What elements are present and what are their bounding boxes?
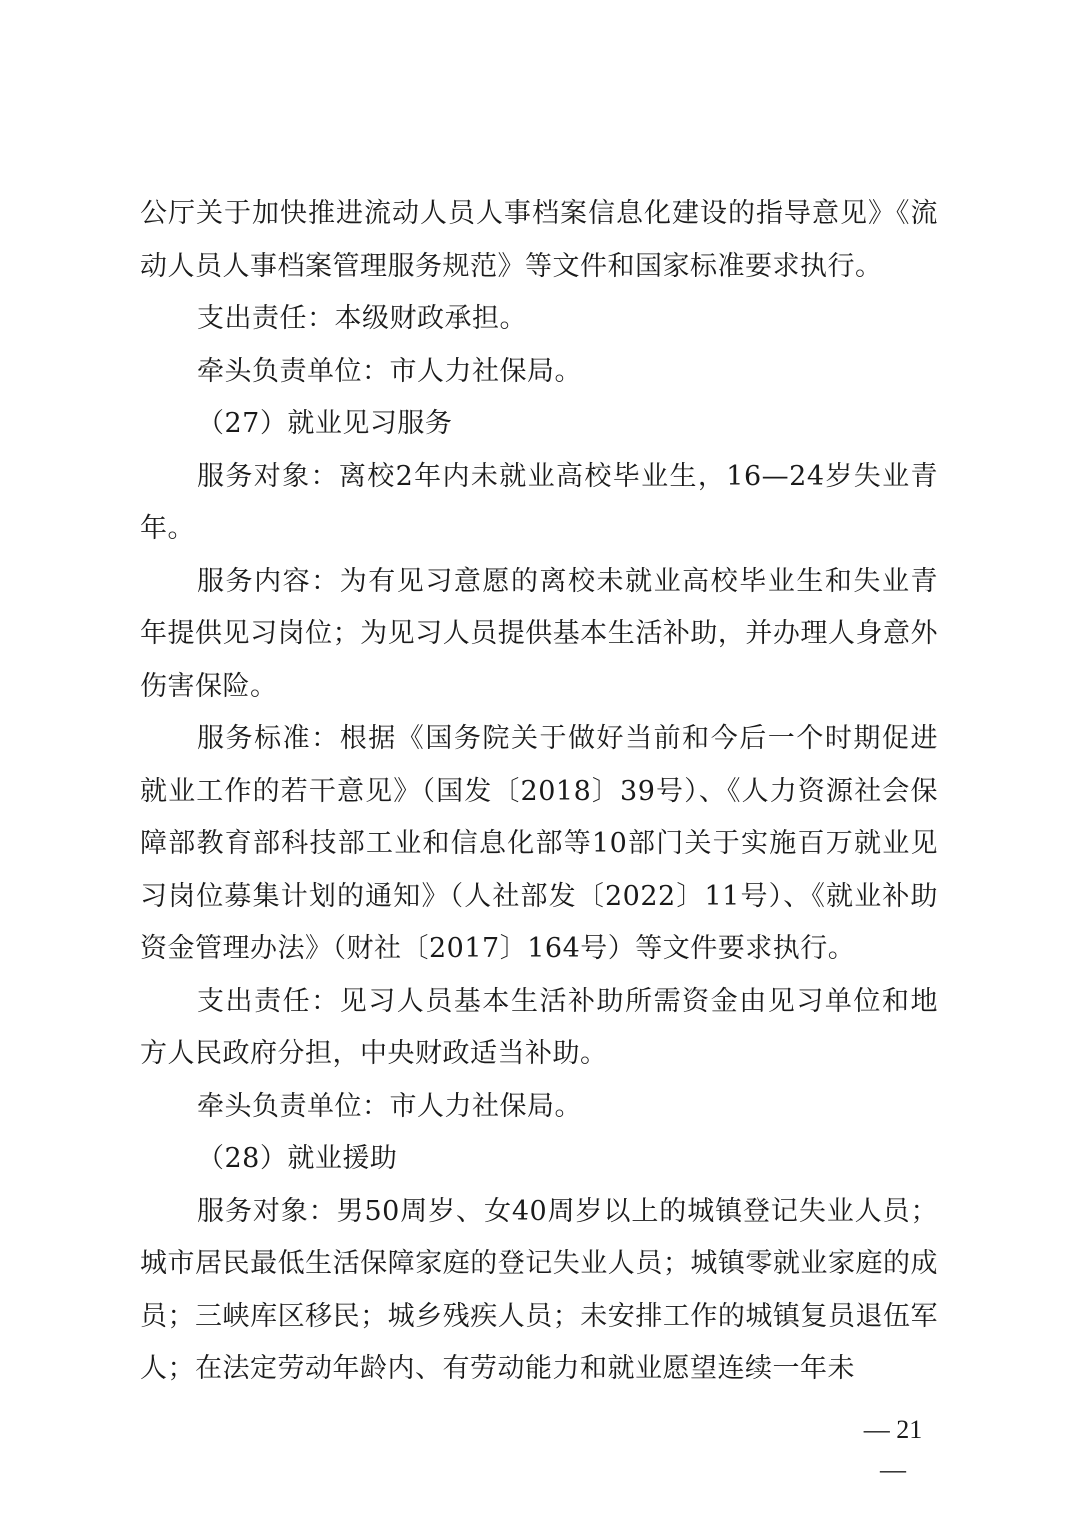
paragraph-lead-unit: 牵头负责单位：市人力社保局。 — [197, 355, 582, 387]
section-heading-27: （27）就业见习服务 — [197, 408, 453, 439]
paragraph-service-content: 服务内容：为有见习意愿的离校未就业高校毕业生和失业青年提供见习岗位；为见习人员提供基本生活补助，并办理人身意外伤害保险。 — [140, 565, 938, 702]
paragraph-service-standard: 服务标准：根据《国务院关于做好当前和今后一个时期促进就业工作的若干意见》（国发〔2018〕39号）、《人力资源社会保障部教育部科技部工业和信息化部等10部门关于实施百万就业见习岗位募集计划的通知》（人社部发〔2022〕11号）、《就业补助资金管理办法》（财社〔2017〕164号）等文件要求执行。 — [140, 723, 938, 964]
section-heading-28: （28）就业援助 — [197, 1143, 398, 1174]
paragraph-continuation: 公厅关于加快推进流动人员人事档案信息化建设的指导意见》《流动人员人事档案管理服务规范》等文件和国家标准要求执行。 — [140, 198, 938, 282]
paragraph-lead-unit-2: 牵头负责单位：市人力社保局。 — [197, 1090, 582, 1122]
page-number: — 21 — — [863, 1415, 923, 1484]
paragraph-service-target: 服务对象：离校2年内未就业高校毕业生，16—24岁失业青年。 — [140, 460, 938, 544]
document-body — [140, 188, 938, 1396]
paragraph-expense-responsibility: 支出责任：本级财政承担。 — [197, 303, 527, 334]
paragraph-service-target-2: 服务对象：男50周岁、女40周岁以上的城镇登记失业人员；城市居民最低生活保障家庭的登记失业人员；城镇零就业家庭的成员；三峡库区移民；城乡残疾人员；未安排工作的城镇复员退伍军人；在法定劳动年龄内、有劳动能力和就业愿望连续一年未 — [140, 1195, 938, 1384]
paragraph-expense-responsibility-2: 支出责任：见习人员基本生活补助所需资金由见习单位和地方人民政府分担，中央财政适当补助。 — [140, 985, 938, 1069]
